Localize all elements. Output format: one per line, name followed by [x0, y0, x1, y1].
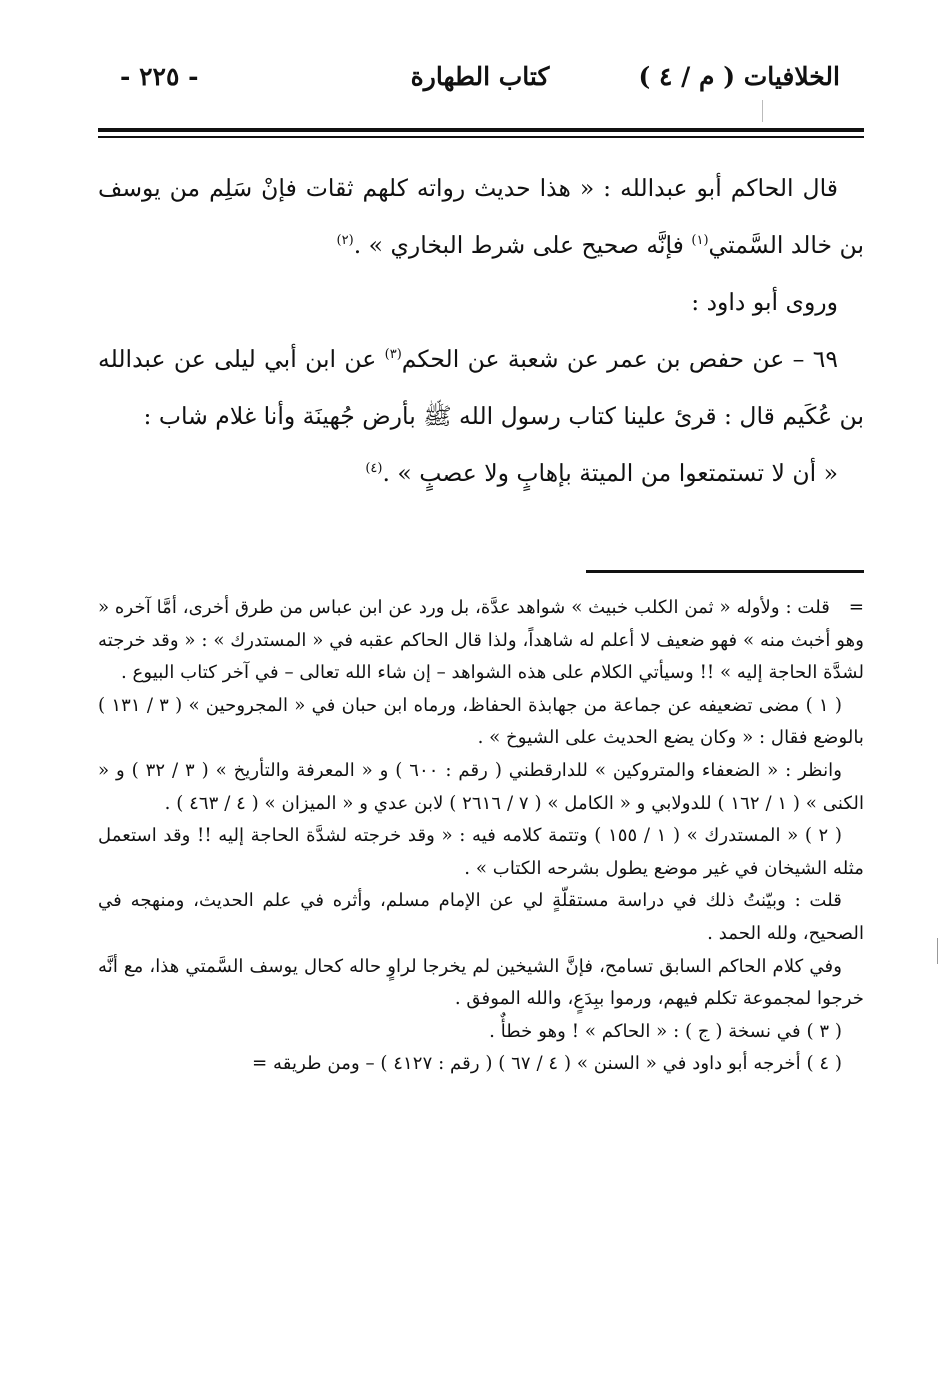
footnote-separator [586, 570, 864, 573]
text-run: « أن لا تستمتعوا من الميتة بإهابٍ ولا عصبٍ » . [382, 459, 838, 487]
footnote-2-comment: وفي كلام الحاكم السابق تسامح، فإنَّ الشيخين لم يخرجا لراوٍ حاله كحال يوسف السَّمتي هذا، مع أنَّه خرجوا لمجموعة تكلم فيهم، ورموا ببِدَعٍ، والله الموفق . [98, 955, 864, 1010]
header-rule-thick [98, 128, 864, 132]
footnote-ref-1: (١) [691, 233, 709, 249]
main-text [98, 160, 864, 502]
footnote-text: قلت : ولأوله « ثمن الكلب خبيث » شواهد عدَّة، بل ورد عن ابن عباس من طرق أخرى، أمَّا آخره « وهو أخبث منه » فهو ضعيف لا أعلم له شاهداً، ولذا قال الحاكم عقبه في « المستدرك » : « وقد خرجته لشدَّة الحاجة إليه » !! وسيأتي الكلام على هذه الشواهد – إن شاء الله تعالى – في آخر كتاب البيوع . [98, 597, 864, 684]
text-run: ٦٩ – عن حفص بن عمر عن شعبة عن الحكم [401, 345, 838, 373]
paragraph-hadith-text [98, 445, 864, 502]
header-section-title: كتاب الطهارة [410, 62, 550, 91]
footnote-ref-3: (٣) [384, 347, 402, 363]
header-rule-thin [98, 136, 864, 138]
margin-mark [762, 100, 763, 122]
footnote-1-continued: وانظر : « الضعفاء والمتروكين » للدارقطني ( رقم : ٦٠٠ ) و « المعرفة والتأريخ » ( ٣ / ٣٢ ) و « الكنى » ( ١ / ١٦٢ ) للدولابي و « الكامل » ( ٧ / ٢٦١٦ ) لابن عدي و « الميزان » ( ٤ / ٤٦٣ ) . [98, 759, 864, 814]
footnote-2-note: قلت : وبيّنتُ ذلك في دراسة مستقلّةٍ لي عن الإمام مسلم، وأثره في علم الحديث، ومنهجه في الصحيح، ولله الحمد . [98, 890, 864, 944]
page-number: - ٢٢٥ - [120, 62, 199, 91]
footnote-4: ( ٤ ) أخرجه أبو داود في « السنن » ( ٤ / ٦٧ ) ( رقم : ٤١٢٧ ) – ومن طريقه = [252, 1053, 842, 1075]
header-book-name: الخلافيات ( م / ٤ ) [638, 62, 840, 91]
footnotes [98, 592, 864, 1081]
continuation-mark: = [848, 597, 864, 618]
paragraph-hakim-quote [98, 160, 864, 274]
paragraph-abu-dawud-intro: وروى أبو داود : [691, 288, 838, 316]
footnote-2: ( ٢ ) « المستدرك » ( ١ / ١٥٥ ) وتتمة كلامه فيه : « وقد خرجته لشدَّة الحاجة إليه !! وقد استعمل مثله الشيخان في غير موضع يطول بشرحه الكتاب » . [98, 825, 864, 879]
footnote-1: ( ١ ) مضى تضعيفه عن جماعة من جهابذة الحفاظ، ورماه ابن حبان في « المجروحين » ( ٣ / ١٣١ ) بالوضع فقال : « وكان يضع الحديث على الشيوخ » . [98, 694, 864, 749]
footnote-3: ( ٣ ) في نسخة ( ج ) : « الحاكم » ! وهو خطأٌ . [489, 1020, 842, 1042]
footnote-ref-4: (٤) [365, 461, 383, 477]
footnote-continuation [98, 592, 864, 690]
text-run: قال الحاكم أبو عبدالله : « هذا حديث رواته كلهم ثقات فإنْ سَلِم من يوسف بن خالد السَّمتي [98, 174, 864, 259]
paragraph-hadith-69 [98, 331, 864, 445]
text-run: عن ابن أبي ليلى عن عبدالله بن عُكَيم قال : قرئ علينا كتاب رسول الله ﷺ بأرض جُهينَة وأنا غلام شاب : [98, 345, 864, 430]
edge-mark [937, 938, 938, 964]
footnote-ref-2: (٢) [336, 233, 354, 249]
text-run: فإنَّه صحيح على شرط البخاري » . [353, 231, 692, 259]
running-header [120, 62, 840, 106]
